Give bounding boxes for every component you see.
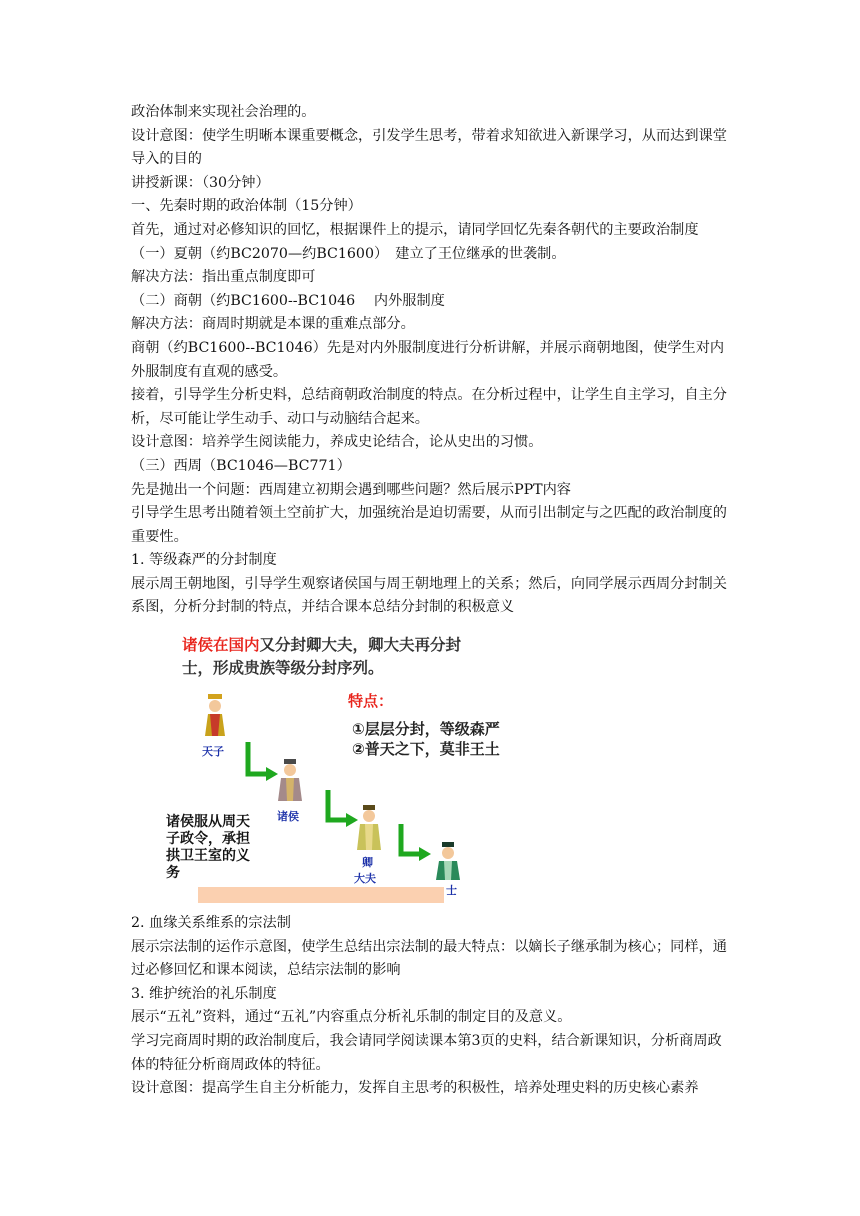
paragraph: 解决方法：商周时期就是本课的重难点部分。 (131, 316, 415, 333)
paragraph: （一）夏朝（约BC2070—约BC1600） 建立了王位继承的世袭制。 (131, 245, 566, 262)
paragraph: 设计意图：使学生明晰本课重要概念，引发学生思考，带着求知欲进入新课学习，从而达到课堂导入的目的 (131, 127, 727, 168)
rank-label-dafu: 大夫 (354, 872, 376, 885)
paragraph: 商朝（约BC1600--BC1046）先是对内外服制度进行分析讲解，并展示商朝地图，使学生对内外服制度有直观的感受。 (131, 339, 725, 380)
body-text-bottom (131, 912, 735, 1101)
arrow-zhuhou-to-qing-icon (328, 790, 358, 827)
subsection-heading: 3. 维护统治的礼乐制度 (131, 985, 277, 1002)
shi-figure-icon (436, 842, 460, 880)
section-heading: 一、先秦时期的政治体制（15分钟） (131, 198, 362, 215)
paragraph: 设计意图：提高学生自主分析能力，发挥自主思考的积极性，培养处理史料的历史核心素养 (131, 1080, 699, 1097)
rank-label-zhuhou: 诸侯 (277, 810, 299, 823)
features-title: 特点： (348, 692, 394, 710)
rank-label-shi: 士 (446, 884, 457, 897)
arrow-tianzi-to-zhuhou-icon (248, 742, 278, 781)
paragraph: 学习完商周时期的政治制度后，我会请同学阅读课本第3页的史料，结合新课知识，分析商周政体的特征分析商周政体的特征。 (131, 1032, 722, 1073)
feature-item: ②普天之下，莫非王土 (352, 740, 500, 758)
paragraph: 引导学生思考出随着领土空前扩大，加强统治是迫切需要，从而引出制定与之匹配的政治制度的重要性。 (131, 505, 727, 545)
paragraph: 讲授新课：（30分钟） (131, 174, 270, 191)
qing-dafu-figure-icon (357, 805, 381, 850)
paragraph: 先是抛出一个问题：西周建立初期会遇到哪些问题？然后展示PPT内容 (131, 481, 571, 498)
paragraph: 政治体制来实现社会治理的。 (131, 104, 316, 120)
paragraph: 展示宗法制的运作示意图，使学生总结出宗法制的最大特点：以嫡长子继承制为核心；同样，通过必修回忆和课本阅读，总结宗法制的影响 (131, 938, 727, 979)
subsection-heading: 2. 血缘关系维系的宗法制 (131, 915, 291, 931)
figure-caption-rest: 又分封卿大夫，卿大夫再分封士，形成贵族等级分封序列。 (182, 636, 462, 677)
paragraph: 展示周王朝地图，引导学生观察诸侯国与周王朝地理上的关系；然后，向同学展示西周分封制关系图，分析分封制的特点，并结合课本总结分封制的积极意义 (131, 575, 727, 616)
rank-label-tianzi: 天子 (202, 745, 224, 758)
subsection-heading: 1. 等级森严的分封制度 (131, 552, 277, 569)
base-bar (198, 887, 444, 903)
zhuhou-figure-icon (278, 759, 302, 801)
tianzi-figure-icon (205, 694, 225, 736)
paragraph: 接着，引导学生分析史料，总结商朝政治制度的特点。在分析过程中，让学生自主学习，自主分析，尽可能让学生动手、动口与动脑结合起来。 (131, 387, 727, 427)
paragraph: 设计意图：培养学生阅读能力，养成史论结合，论从史出的习惯。 (131, 434, 543, 451)
body-text-top (131, 101, 735, 620)
rank-label-qing: 卿 (362, 856, 373, 869)
paragraph: 首先，通过对必修知识的回忆，根据课件上的提示，请同学回忆先秦各朝代的主要政治制度 (131, 221, 699, 238)
paragraph: （三）西周（BC1046—BC771） (131, 457, 351, 474)
figure-caption-highlight: 诸侯在国内 (182, 636, 260, 654)
paragraph: 解决方法：指出重点制度即可 (131, 269, 316, 286)
paragraph: （二）商朝（约BC1600--BC1046 内外服制度 (131, 292, 445, 309)
paragraph: 展示“五礼”资料，通过“五礼”内容重点分析礼乐制的制定目的及意义。 (131, 1009, 572, 1026)
arrow-qing-to-shi-icon (401, 824, 431, 861)
feature-item: ①层层分封，等级森严 (352, 720, 500, 738)
fengjian-hierarchy-figure (166, 624, 510, 908)
duty-text: 诸侯服从周天子政令，承担拱卫王室的义务 (166, 814, 250, 881)
